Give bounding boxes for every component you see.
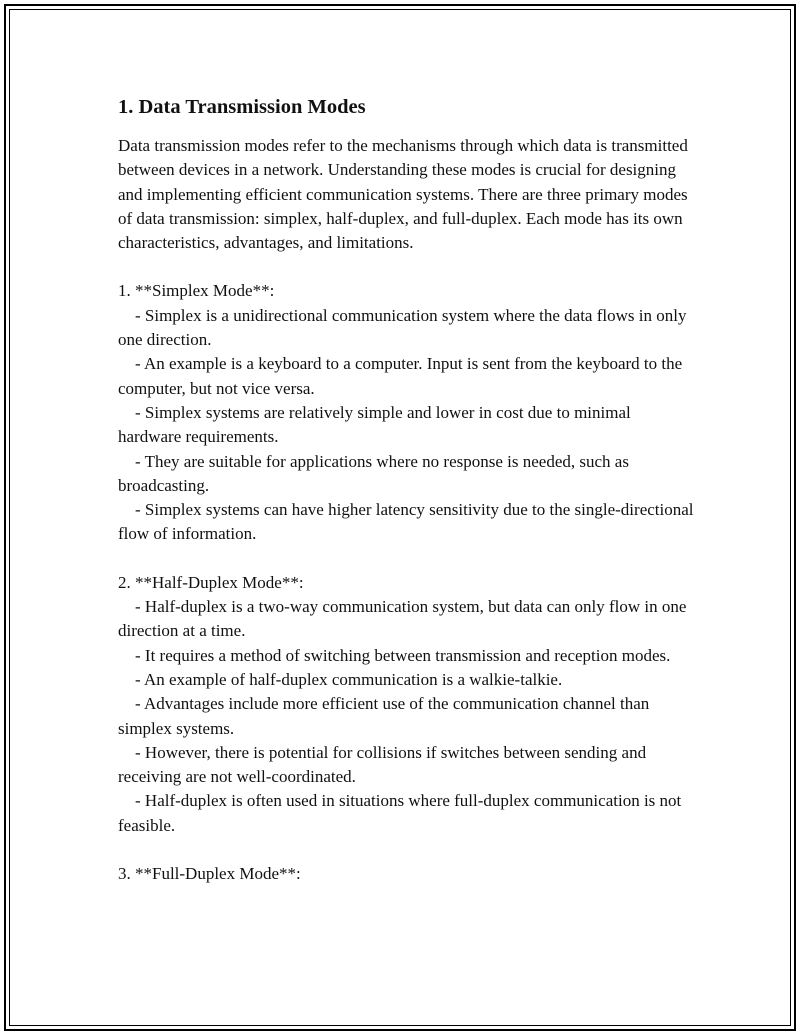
half-duplex-bullet-5: - However, there is potential for collisions if switches between sending and receiving are not well-coordinated. <box>118 742 647 787</box>
full-duplex-section <box>118 862 698 886</box>
simplex-bullet-3: - Simplex systems are relatively simple and lower in cost due to minimal hardware requirements. <box>118 402 631 447</box>
half-duplex-section <box>118 571 698 838</box>
half-duplex-bullet-4: - Advantages include more efficient use of the communication channel than simplex systems. <box>118 694 650 738</box>
section-heading: 1. Data Transmission Modes <box>118 96 366 118</box>
simplex-bullet-2: - An example is a keyboard to a computer. Input is sent from the keyboard to the computer, but not vice versa. <box>118 354 683 398</box>
simplex-bullet-4: - They are suitable for applications where no response is needed, such as broadcasting. <box>118 451 629 495</box>
half-duplex-title: 2. **Half-Duplex Mode**: <box>118 572 304 592</box>
simplex-bullet-1: - Simplex is a unidirectional communication system where the data flows in only one direction. <box>118 305 687 350</box>
half-duplex-bullet-3: - An example of half-duplex communication is a walkie-talkie. <box>135 669 563 689</box>
intro-paragraph: Data transmission modes refer to the mechanisms through which data is transmitted between devices in a network. Understanding these modes is crucial for designing and implementing efficient communication systems. There are three primary modes of data transmission: simplex, half-duplex, and full-duplex. Each mode has its own characteristics, advantages, and limitations. <box>118 136 688 253</box>
simplex-title: 1. **Simplex Mode**: <box>118 281 275 301</box>
half-duplex-bullet-6: - Half-duplex is often used in situations where full-duplex communication is not feasible. <box>118 791 682 835</box>
half-duplex-bullet-2: - It requires a method of switching between transmission and reception modes. <box>135 645 671 665</box>
half-duplex-bullet-1: - Half-duplex is a two-way communication system, but data can only flow in one direction at a time. <box>118 597 687 641</box>
full-duplex-title: 3. **Full-Duplex Mode**: <box>118 864 301 884</box>
document-body <box>118 94 698 886</box>
simplex-bullet-5: - Simplex systems can have higher latency sensitivity due to the single-directional flow of information. <box>118 500 694 544</box>
simplex-section <box>118 279 698 546</box>
